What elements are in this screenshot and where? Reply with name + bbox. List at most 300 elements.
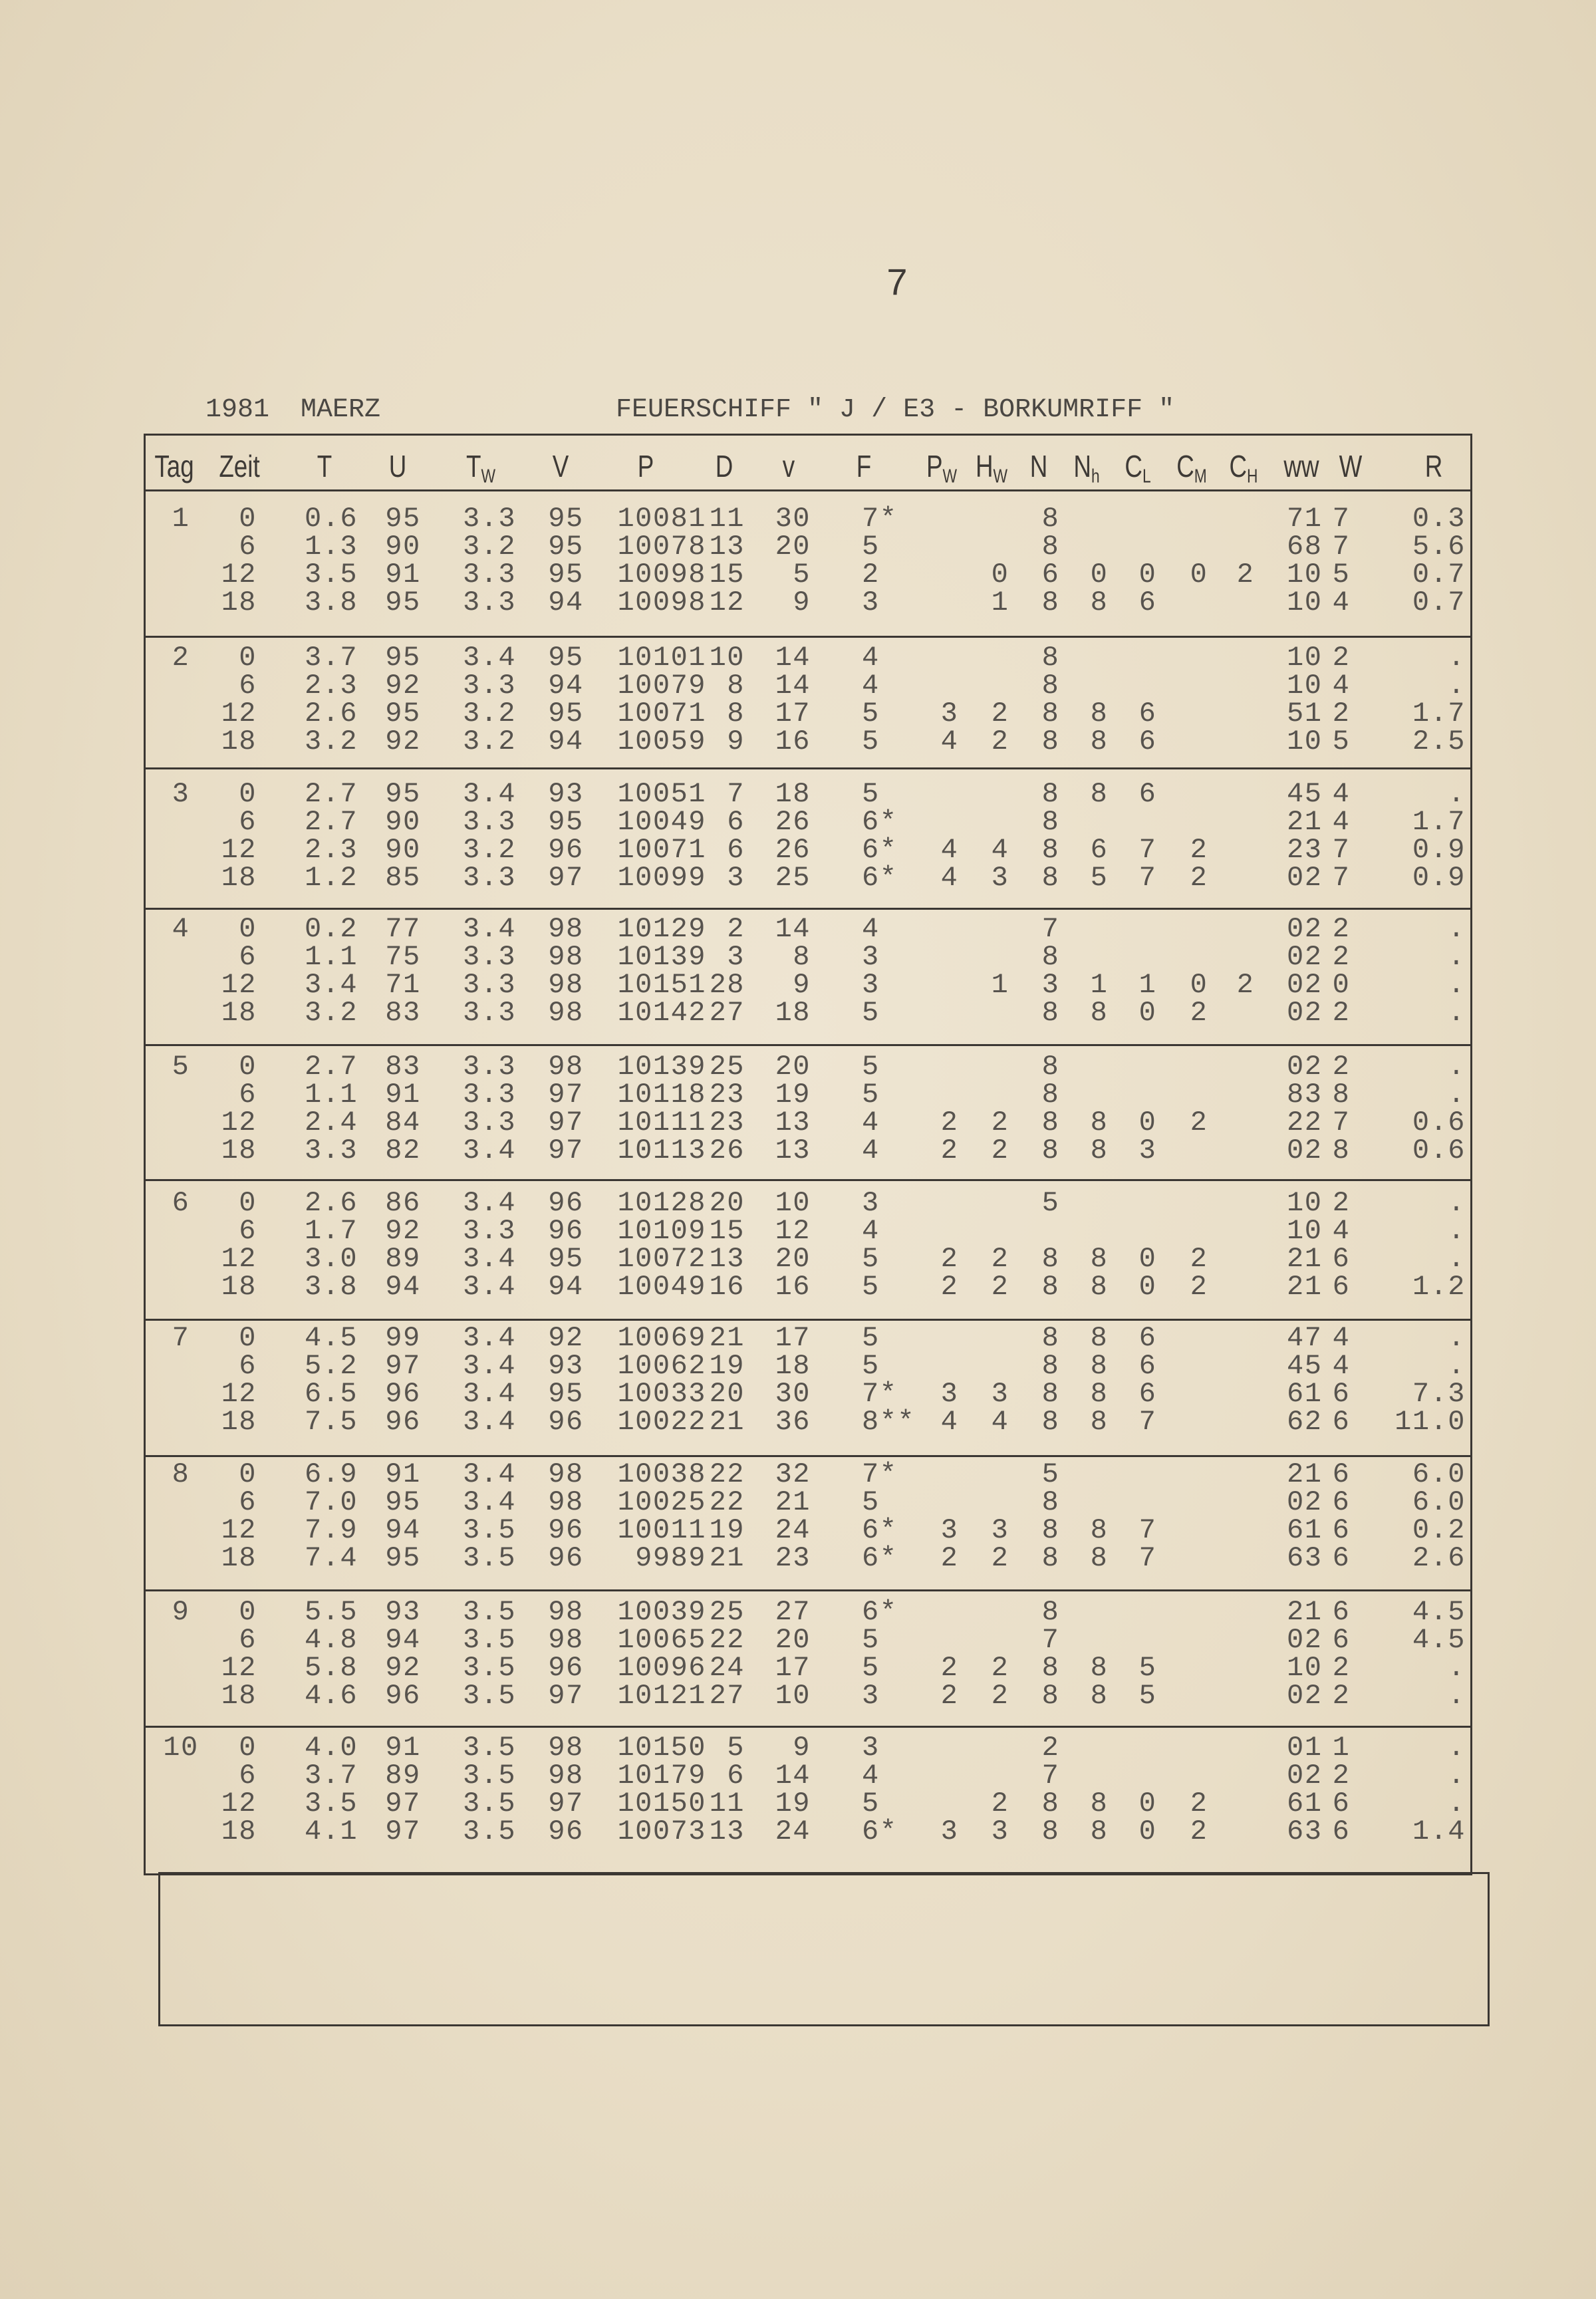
cell-u: 96 bbox=[385, 1378, 421, 1410]
cell-ww: 71 bbox=[1287, 503, 1323, 535]
cell-zeit: 6 bbox=[239, 806, 257, 838]
cell-w: 4 bbox=[1332, 587, 1351, 618]
cell-d: 21 bbox=[709, 1406, 745, 1438]
cell-w: 2 bbox=[1332, 1652, 1351, 1684]
cell-zeit: 0 bbox=[239, 778, 257, 810]
cell-tw: 3.3 bbox=[462, 1079, 517, 1111]
cell-ww: 02 bbox=[1287, 997, 1323, 1029]
cell-p: 10179 bbox=[617, 1760, 706, 1792]
cell-r: . bbox=[1448, 1788, 1466, 1820]
cell-cl: 7 bbox=[1138, 1514, 1157, 1546]
column-header-label: V bbox=[552, 449, 569, 483]
column-header-v-lower bbox=[783, 450, 795, 483]
cell-u: 92 bbox=[385, 1652, 421, 1684]
cell-r: 6.0 bbox=[1412, 1458, 1466, 1490]
cell-v-upper: 98 bbox=[548, 1486, 584, 1518]
cell-ww: 02 bbox=[1287, 1680, 1323, 1712]
cell-t: 3.4 bbox=[304, 969, 358, 1001]
cell-n: 8 bbox=[1041, 587, 1060, 618]
cell-v-lower: 18 bbox=[775, 1350, 811, 1382]
cell-u: 95 bbox=[385, 1486, 421, 1518]
cell-zeit: 6 bbox=[239, 531, 257, 563]
cell-p: 10099 bbox=[617, 862, 706, 894]
cell-p: 10059 bbox=[617, 726, 706, 757]
cell-zeit: 6 bbox=[239, 1079, 257, 1111]
cell-u: 86 bbox=[385, 1187, 421, 1219]
cell-ww: 22 bbox=[1287, 1107, 1323, 1139]
cell-u: 92 bbox=[385, 670, 421, 702]
cell-cl: 7 bbox=[1138, 1406, 1157, 1438]
cell-r: 7.3 bbox=[1412, 1378, 1466, 1410]
cell-n: 7 bbox=[1041, 1760, 1060, 1792]
cell-v-lower: 9 bbox=[793, 969, 811, 1001]
cell-zeit: 18 bbox=[221, 1271, 257, 1303]
cell-tag: 8 bbox=[172, 1458, 190, 1490]
cell-w: 2 bbox=[1332, 997, 1351, 1029]
cell-d: 5 bbox=[727, 1732, 745, 1764]
cell-v-upper: 97 bbox=[548, 1680, 584, 1712]
cell-u: 91 bbox=[385, 1732, 421, 1764]
cell-n: 8 bbox=[1041, 642, 1060, 674]
cell-r: . bbox=[1448, 1051, 1466, 1083]
cell-ww: 10 bbox=[1287, 1187, 1323, 1219]
column-header-label: Tag bbox=[154, 449, 194, 483]
cell-cl: 0 bbox=[1138, 1816, 1157, 1847]
cell-d: 23 bbox=[709, 1107, 745, 1139]
cell-n: 8 bbox=[1041, 670, 1060, 702]
cell-nh: 8 bbox=[1090, 1788, 1109, 1820]
cell-n: 8 bbox=[1041, 1652, 1060, 1684]
cell-cm: 2 bbox=[1190, 862, 1208, 894]
cell-ww: 10 bbox=[1287, 1215, 1323, 1247]
cell-n: 8 bbox=[1041, 1406, 1060, 1438]
cell-zeit: 12 bbox=[221, 834, 257, 866]
cell-tag: 6 bbox=[172, 1187, 190, 1219]
column-header-label: H bbox=[975, 449, 994, 483]
cell-pw: 3 bbox=[940, 698, 959, 730]
cell-ww: 10 bbox=[1287, 670, 1323, 702]
cell-n: 7 bbox=[1041, 1624, 1060, 1656]
cell-hw: 2 bbox=[991, 1542, 1009, 1574]
cell-tw: 3.3 bbox=[462, 1107, 517, 1139]
cell-t: 3.7 bbox=[304, 1760, 358, 1792]
cell-v-lower: 13 bbox=[775, 1107, 811, 1139]
column-header-n bbox=[1030, 450, 1048, 483]
column-header-label: C bbox=[1229, 449, 1248, 483]
cell-v-lower: 24 bbox=[775, 1816, 811, 1847]
cell-t: 4.1 bbox=[304, 1816, 358, 1847]
cell-r: 0.2 bbox=[1412, 1514, 1466, 1546]
cell-u: 92 bbox=[385, 726, 421, 757]
cell-ww: 61 bbox=[1287, 1788, 1323, 1820]
cell-p: 10071 bbox=[617, 698, 706, 730]
cell-n: 8 bbox=[1041, 778, 1060, 810]
cell-nh: 8 bbox=[1090, 1350, 1109, 1382]
cell-f: 6* bbox=[862, 862, 898, 894]
cell-v-upper: 96 bbox=[548, 1652, 584, 1684]
cell-t: 7.4 bbox=[304, 1542, 358, 1574]
cell-d: 21 bbox=[709, 1542, 745, 1574]
cell-t: 2.7 bbox=[304, 1051, 358, 1083]
cell-v-lower: 25 bbox=[775, 862, 811, 894]
cell-d: 12 bbox=[709, 587, 745, 618]
cell-v-lower: 20 bbox=[775, 1243, 811, 1275]
cell-v-upper: 96 bbox=[548, 1542, 584, 1574]
cell-d: 6 bbox=[727, 834, 745, 866]
cell-w: 7 bbox=[1332, 503, 1351, 535]
cell-nh: 8 bbox=[1090, 997, 1109, 1029]
cell-tw: 3.2 bbox=[462, 834, 517, 866]
cell-p: 10098 bbox=[617, 587, 706, 618]
cell-t: 2.6 bbox=[304, 698, 358, 730]
cell-p: 10128 bbox=[617, 1187, 706, 1219]
column-header-p bbox=[638, 450, 654, 483]
cell-v-lower: 24 bbox=[775, 1514, 811, 1546]
cell-v-upper: 96 bbox=[548, 1514, 584, 1546]
cell-r: . bbox=[1448, 1350, 1466, 1382]
cell-r: . bbox=[1448, 997, 1466, 1029]
cell-v-upper: 98 bbox=[548, 1760, 584, 1792]
cell-u: 89 bbox=[385, 1243, 421, 1275]
cell-pw: 4 bbox=[940, 862, 959, 894]
cell-t: 4.0 bbox=[304, 1732, 358, 1764]
cell-tag: 7 bbox=[172, 1322, 190, 1354]
cell-w: 0 bbox=[1332, 969, 1351, 1001]
cell-tw: 3.3 bbox=[462, 862, 517, 894]
cell-ww: 10 bbox=[1287, 1652, 1323, 1684]
cell-nh: 8 bbox=[1090, 726, 1109, 757]
cell-u: 93 bbox=[385, 1596, 421, 1628]
cell-d: 27 bbox=[709, 997, 745, 1029]
header-station: FEUERSCHIFF " J / E3 - BORKUMRIFF " bbox=[616, 395, 1175, 425]
cell-p: 10150 bbox=[617, 1788, 706, 1820]
cell-w: 4 bbox=[1332, 1350, 1351, 1382]
cell-v-upper: 95 bbox=[548, 503, 584, 535]
cell-u: 95 bbox=[385, 1542, 421, 1574]
cell-ww: 02 bbox=[1287, 1135, 1323, 1166]
cell-cm: 2 bbox=[1190, 997, 1208, 1029]
column-header-label: U bbox=[388, 449, 407, 483]
footer-frame bbox=[158, 1872, 1490, 2026]
cell-f: 6* bbox=[862, 1816, 898, 1847]
cell-p: 10065 bbox=[617, 1624, 706, 1656]
cell-zeit: 6 bbox=[239, 1215, 257, 1247]
cell-w: 7 bbox=[1332, 531, 1351, 563]
cell-cm: 2 bbox=[1190, 1816, 1208, 1847]
cell-d: 26 bbox=[709, 1135, 745, 1166]
cell-v-upper: 98 bbox=[548, 941, 584, 973]
cell-t: 3.7 bbox=[304, 642, 358, 674]
cell-w: 4 bbox=[1332, 1322, 1351, 1354]
cell-t: 3.3 bbox=[304, 1135, 358, 1166]
cell-w: 2 bbox=[1332, 941, 1351, 973]
cell-t: 4.8 bbox=[304, 1624, 358, 1656]
cell-ww: 10 bbox=[1287, 559, 1323, 591]
cell-d: 11 bbox=[709, 503, 745, 535]
cell-v-upper: 94 bbox=[548, 726, 584, 757]
page-number: 7 bbox=[886, 261, 908, 303]
cell-zeit: 18 bbox=[221, 1406, 257, 1438]
cell-v-lower: 16 bbox=[775, 1271, 811, 1303]
cell-u: 91 bbox=[385, 1079, 421, 1111]
cell-pw: 2 bbox=[940, 1680, 959, 1712]
cell-n: 8 bbox=[1041, 1680, 1060, 1712]
cell-p: 10081 bbox=[617, 503, 706, 535]
day-group-divider bbox=[144, 1455, 1472, 1457]
cell-v-upper: 94 bbox=[548, 670, 584, 702]
cell-cl: 7 bbox=[1138, 862, 1157, 894]
cell-u: 83 bbox=[385, 997, 421, 1029]
cell-t: 4.5 bbox=[304, 1322, 358, 1354]
cell-n: 8 bbox=[1041, 1514, 1060, 1546]
cell-n: 8 bbox=[1041, 997, 1060, 1029]
cell-t: 3.8 bbox=[304, 587, 358, 618]
cell-u: 77 bbox=[385, 913, 421, 945]
cell-w: 4 bbox=[1332, 806, 1351, 838]
cell-f: 3 bbox=[862, 1732, 880, 1764]
cell-tw: 3.3 bbox=[462, 587, 517, 618]
cell-d: 7 bbox=[727, 778, 745, 810]
cell-u: 90 bbox=[385, 806, 421, 838]
cell-tw: 3.5 bbox=[462, 1596, 517, 1628]
cell-v-lower: 20 bbox=[775, 531, 811, 563]
cell-d: 23 bbox=[709, 1079, 745, 1111]
cell-tw: 3.4 bbox=[462, 642, 517, 674]
cell-cl: 6 bbox=[1138, 698, 1157, 730]
cell-ww: 63 bbox=[1287, 1542, 1323, 1574]
day-group-divider bbox=[144, 1044, 1472, 1046]
cell-u: 94 bbox=[385, 1624, 421, 1656]
cell-ww: 02 bbox=[1287, 1051, 1323, 1083]
cell-cl: 5 bbox=[1138, 1652, 1157, 1684]
cell-f: 3 bbox=[862, 1680, 880, 1712]
cell-p: 10150 bbox=[617, 1732, 706, 1764]
cell-zeit: 12 bbox=[221, 1652, 257, 1684]
cell-r: 2.6 bbox=[1412, 1542, 1466, 1574]
cell-v-upper: 95 bbox=[548, 642, 584, 674]
cell-v-upper: 95 bbox=[548, 698, 584, 730]
cell-tw: 3.3 bbox=[462, 503, 517, 535]
cell-u: 95 bbox=[385, 698, 421, 730]
cell-zeit: 0 bbox=[239, 503, 257, 535]
cell-cl: 7 bbox=[1138, 1542, 1157, 1574]
cell-t: 2.6 bbox=[304, 1187, 358, 1219]
cell-tag: 9 bbox=[172, 1596, 190, 1628]
cell-u: 75 bbox=[385, 941, 421, 973]
cell-p: 10118 bbox=[617, 1079, 706, 1111]
cell-v-upper: 96 bbox=[548, 1406, 584, 1438]
cell-tag: 3 bbox=[172, 778, 190, 810]
column-header-label: ww bbox=[1283, 449, 1319, 483]
cell-nh: 8 bbox=[1090, 778, 1109, 810]
cell-hw: 2 bbox=[991, 1271, 1009, 1303]
cell-v-lower: 17 bbox=[775, 1322, 811, 1354]
cell-n: 3 bbox=[1041, 969, 1060, 1001]
cell-pw: 3 bbox=[940, 1378, 959, 1410]
cell-n: 8 bbox=[1041, 1816, 1060, 1847]
cell-tag: 1 bbox=[172, 503, 190, 535]
cell-p: 10142 bbox=[617, 997, 706, 1029]
cell-v-upper: 96 bbox=[548, 834, 584, 866]
cell-pw: 4 bbox=[940, 726, 959, 757]
cell-n: 8 bbox=[1041, 531, 1060, 563]
cell-d: 27 bbox=[709, 1680, 745, 1712]
cell-n: 8 bbox=[1041, 1542, 1060, 1574]
cell-t: 6.9 bbox=[304, 1458, 358, 1490]
column-header-label: N bbox=[1073, 449, 1091, 483]
cell-p: 10025 bbox=[617, 1486, 706, 1518]
cell-pw: 4 bbox=[940, 1406, 959, 1438]
cell-tw: 3.4 bbox=[462, 1322, 517, 1354]
cell-d: 20 bbox=[709, 1378, 745, 1410]
column-header-u bbox=[389, 450, 407, 483]
cell-r: . bbox=[1448, 778, 1466, 810]
cell-v-lower: 9 bbox=[793, 1732, 811, 1764]
cell-zeit: 6 bbox=[239, 941, 257, 973]
cell-p: 10071 bbox=[617, 834, 706, 866]
cell-hw: 2 bbox=[991, 726, 1009, 757]
column-header-ww bbox=[1283, 450, 1319, 483]
cell-nh: 8 bbox=[1090, 1542, 1109, 1574]
cell-v-upper: 93 bbox=[548, 1350, 584, 1382]
cell-v-upper: 95 bbox=[548, 806, 584, 838]
cell-r: 4.5 bbox=[1412, 1596, 1466, 1628]
cell-r: 2.5 bbox=[1412, 726, 1466, 757]
cell-f: 4 bbox=[862, 1760, 880, 1792]
column-header-subscript: W bbox=[481, 466, 496, 487]
cell-r: . bbox=[1448, 1243, 1466, 1275]
cell-hw: 1 bbox=[991, 587, 1009, 618]
cell-cl: 1 bbox=[1138, 969, 1157, 1001]
cell-v-upper: 98 bbox=[548, 969, 584, 1001]
cell-tag: 10 bbox=[163, 1732, 199, 1764]
column-header-d bbox=[716, 450, 733, 483]
cell-f: 6* bbox=[862, 806, 898, 838]
cell-f: 5 bbox=[862, 1788, 880, 1820]
cell-tw: 3.3 bbox=[462, 670, 517, 702]
cell-u: 99 bbox=[385, 1322, 421, 1354]
cell-zeit: 12 bbox=[221, 1107, 257, 1139]
cell-cl: 7 bbox=[1138, 834, 1157, 866]
cell-v-lower: 9 bbox=[793, 587, 811, 618]
cell-w: 2 bbox=[1332, 698, 1351, 730]
cell-w: 8 bbox=[1332, 1079, 1351, 1111]
cell-hw: 3 bbox=[991, 1816, 1009, 1847]
cell-t: 3.8 bbox=[304, 1271, 358, 1303]
cell-r: 1.4 bbox=[1412, 1816, 1466, 1847]
cell-u: 85 bbox=[385, 862, 421, 894]
cell-v-upper: 98 bbox=[548, 1051, 584, 1083]
cell-f: 5 bbox=[862, 698, 880, 730]
cell-t: 3.5 bbox=[304, 1788, 358, 1820]
cell-n: 7 bbox=[1041, 913, 1060, 945]
cell-v-upper: 92 bbox=[548, 1322, 584, 1354]
column-header-subscript: M bbox=[1194, 466, 1207, 487]
cell-v-upper: 97 bbox=[548, 1135, 584, 1166]
cell-tw: 3.3 bbox=[462, 1215, 517, 1247]
day-group-divider bbox=[144, 1589, 1472, 1591]
cell-d: 8 bbox=[727, 698, 745, 730]
cell-v-lower: 30 bbox=[775, 503, 811, 535]
cell-p: 10049 bbox=[617, 1271, 706, 1303]
cell-p: 10039 bbox=[617, 1596, 706, 1628]
cell-zeit: 18 bbox=[221, 1542, 257, 1574]
cell-zeit: 6 bbox=[239, 670, 257, 702]
column-header-label: F bbox=[856, 449, 872, 483]
cell-cl: 6 bbox=[1138, 778, 1157, 810]
column-header-ch bbox=[1229, 449, 1258, 487]
column-header-label: W bbox=[1339, 449, 1363, 483]
cell-cl: 6 bbox=[1138, 1378, 1157, 1410]
cell-tw: 3.5 bbox=[462, 1652, 517, 1684]
cell-t: 6.5 bbox=[304, 1378, 358, 1410]
cell-n: 5 bbox=[1041, 1187, 1060, 1219]
cell-cl: 5 bbox=[1138, 1680, 1157, 1712]
cell-n: 8 bbox=[1041, 1051, 1060, 1083]
cell-d: 19 bbox=[709, 1350, 745, 1382]
cell-v-upper: 98 bbox=[548, 913, 584, 945]
cell-f: 7* bbox=[862, 1458, 898, 1490]
cell-cm: 0 bbox=[1190, 969, 1208, 1001]
cell-w: 5 bbox=[1332, 726, 1351, 757]
cell-hw: 3 bbox=[991, 1514, 1009, 1546]
cell-f: 3 bbox=[862, 941, 880, 973]
cell-n: 8 bbox=[1041, 1243, 1060, 1275]
cell-u: 92 bbox=[385, 1215, 421, 1247]
cell-v-lower: 10 bbox=[775, 1680, 811, 1712]
cell-hw: 2 bbox=[991, 1107, 1009, 1139]
cell-zeit: 12 bbox=[221, 1514, 257, 1546]
cell-r: . bbox=[1448, 1652, 1466, 1684]
cell-u: 97 bbox=[385, 1788, 421, 1820]
cell-u: 95 bbox=[385, 642, 421, 674]
cell-w: 2 bbox=[1332, 1680, 1351, 1712]
cell-n: 8 bbox=[1041, 1079, 1060, 1111]
cell-f: 3 bbox=[862, 969, 880, 1001]
cell-w: 6 bbox=[1332, 1514, 1351, 1546]
cell-v-lower: 26 bbox=[775, 834, 811, 866]
cell-tw: 3.4 bbox=[462, 1378, 517, 1410]
cell-v-lower: 14 bbox=[775, 670, 811, 702]
column-header-label: Zeit bbox=[219, 449, 260, 483]
cell-w: 6 bbox=[1332, 1378, 1351, 1410]
cell-cl: 0 bbox=[1138, 1788, 1157, 1820]
cell-v-lower: 23 bbox=[775, 1542, 811, 1574]
cell-r: . bbox=[1448, 642, 1466, 674]
cell-f: 6* bbox=[862, 1596, 898, 1628]
cell-v-upper: 98 bbox=[548, 1624, 584, 1656]
cell-nh: 0 bbox=[1090, 559, 1109, 591]
cell-p: 10096 bbox=[617, 1652, 706, 1684]
day-group-divider bbox=[144, 1726, 1472, 1728]
cell-tw: 3.4 bbox=[462, 1486, 517, 1518]
cell-f: 6* bbox=[862, 1542, 898, 1574]
cell-zeit: 0 bbox=[239, 1322, 257, 1354]
cell-tw: 3.5 bbox=[462, 1732, 517, 1764]
cell-f: 5 bbox=[862, 778, 880, 810]
cell-t: 2.3 bbox=[304, 670, 358, 702]
cell-f: 5 bbox=[862, 726, 880, 757]
cell-v-upper: 98 bbox=[548, 997, 584, 1029]
cell-w: 4 bbox=[1332, 670, 1351, 702]
cell-u: 94 bbox=[385, 1514, 421, 1546]
cell-d: 25 bbox=[709, 1051, 745, 1083]
cell-ww: 83 bbox=[1287, 1079, 1323, 1111]
cell-d: 8 bbox=[727, 670, 745, 702]
cell-nh: 8 bbox=[1090, 1816, 1109, 1847]
cell-p: 10139 bbox=[617, 941, 706, 973]
column-header-label: v bbox=[782, 449, 795, 483]
